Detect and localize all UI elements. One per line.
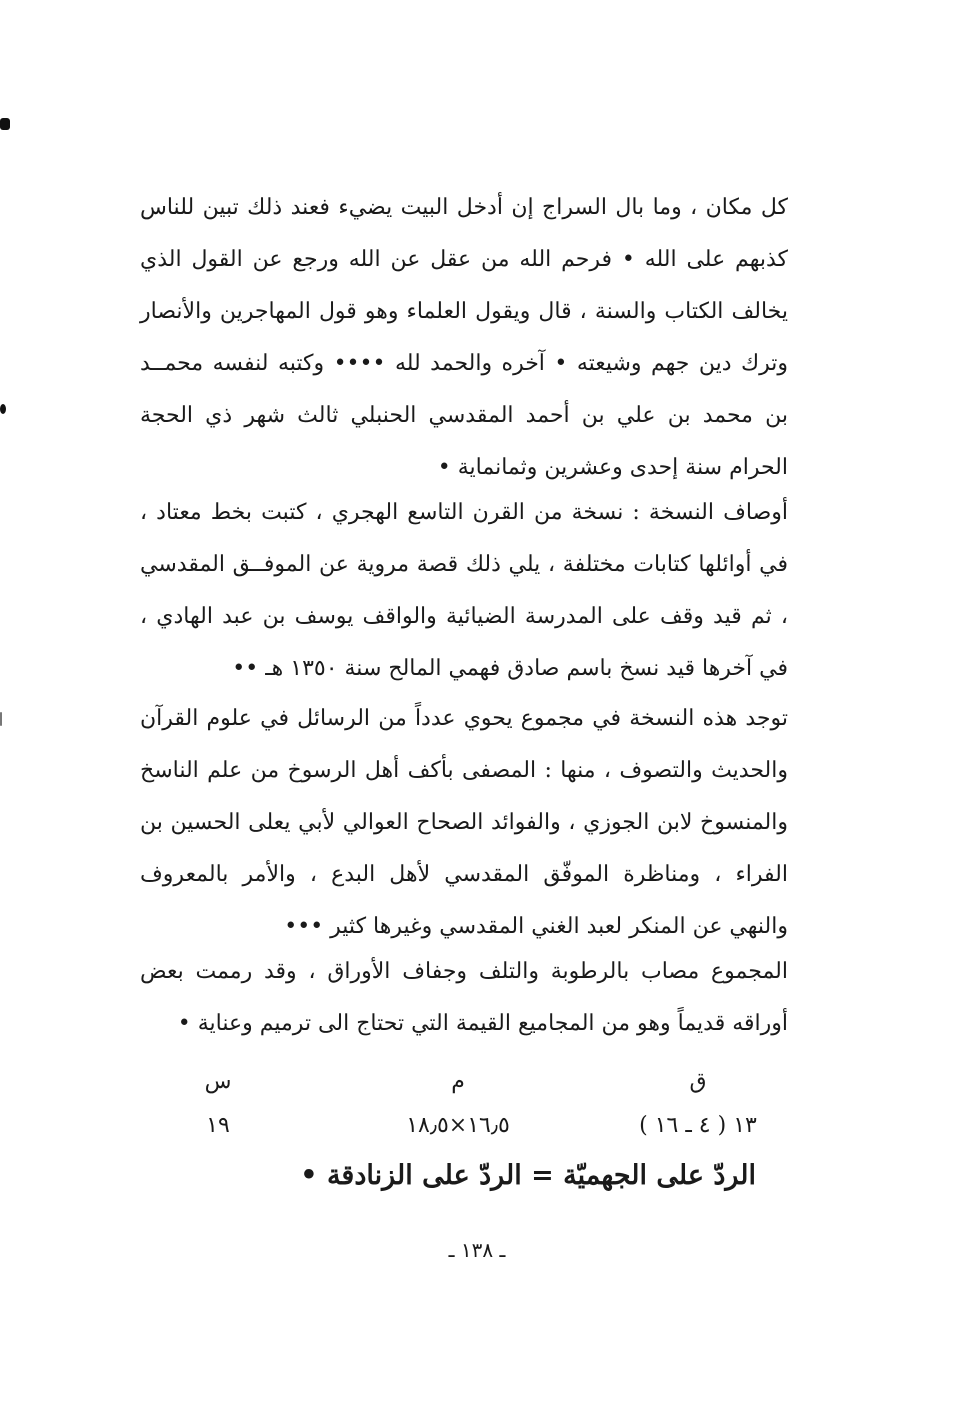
value-lines: ١٩ — [206, 1113, 230, 1138]
page-number: ـ ١٣٨ ـ — [448, 1238, 506, 1262]
binding-mark — [0, 404, 6, 414]
paragraph-condition: المجموع مصاب بالرطوبة والتلف وجفاف الأوراق ، وقد رممت بعض أوراقه قديماً وهو من المجاميع القيمة التي تحتاج الى ترميم وعناية • — [140, 959, 788, 1036]
entry-title: الردّ على الجهميّة = الردّ على الزنادقة • — [300, 1160, 756, 1191]
value-leaves: ١٣ ( ٤ ـ ١٦ ) — [639, 1113, 757, 1138]
header-leaves: ق — [689, 1069, 707, 1094]
stats-value-row — [140, 1106, 788, 1146]
value-size: ١٦٫٥×١٨٫٥ — [406, 1113, 510, 1138]
binding-mark — [0, 712, 2, 726]
paragraph-colophon: كل مكان ، وما بال السراج إن أدخل البيت يضيء فعند ذلك تبين للناس كذبهم على الله • فرحم الله من عقل عن الله ورجع عن القول الذي يخالف الكتاب والسنة ، قال ويقول العلماء وهو قول المهاجرين والأنصار وترك دين جهم وشيعته • آخره والحمد لله •••• وكتبه لنفسه محمــد بن محمد بن علي بن أحمد المقدسي الحنبلي ثالث شهر ذي الحجة الحرام سنة إحدى وعشرين وثمانماية • — [140, 195, 788, 480]
header-size: م — [451, 1069, 465, 1094]
header-lines: س — [204, 1069, 232, 1094]
stats-header-row — [140, 1062, 788, 1102]
paragraph-collection-contents: توجد هذه النسخة في مجموع يحوي عدداً من الرسائل في علوم القرآن والحديث والتصوف ، منها : المصفى بأكف أهل الرسوخ من علم الناسخ والمنسوخ لابن الجوزي ، والفوائد الصحاح العوالي لأبي يعلى الحسين بن الفراء ، ومناظرة الموفّق المقدسي لأهل البدع ، والأمر بالمعروف والنهي عن المنكر لعبد الغني المقدسي وغيرها كثير ••• — [140, 706, 788, 939]
binding-mark — [0, 118, 10, 130]
paragraph-manuscript-description: أوصاف النسخة : نسخة من القرن التاسع الهجري ، كتبت بخط معتاد ، في أوائلها كتابات مختلفة ، يلي ذلك قصة مروية عن الموفــق المقدسي ، ثم قيد وقف على المدرسة الضيائية والواقف يوسف بن عبد الهادي ، في آخرها قيد نسخ باسم صادق فهمي المالح سنة ١٣٥٠ هـ •• — [140, 500, 788, 681]
